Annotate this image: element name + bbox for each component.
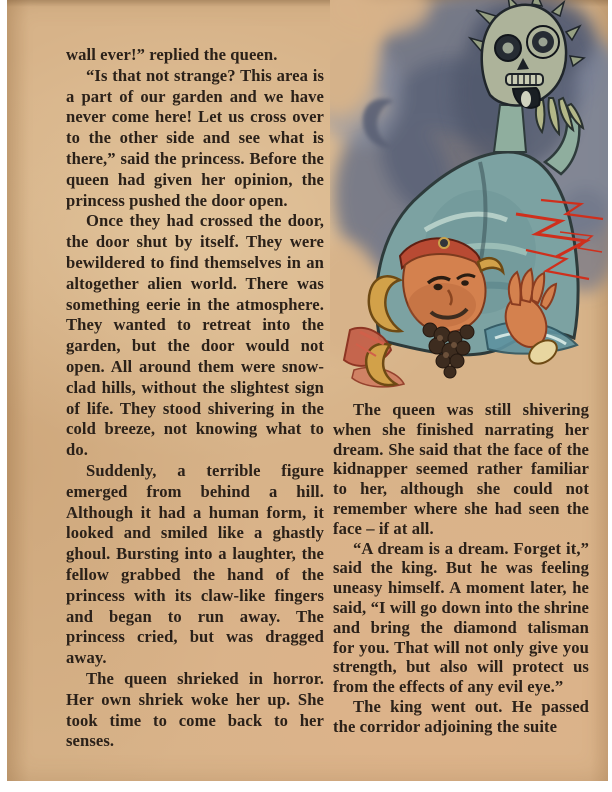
paragraph: “Is that not strange? This area is a part of our garden and we have never come here! Let us cross over to the other side and see what is there,” said the princess. Before the queen had given her opinion, the princess pushed the door open. [66, 65, 324, 210]
left-text-column [66, 45, 324, 752]
illustration-canvas [330, 0, 608, 403]
paragraph: The queen shrieked in horror. Her own shriek woke her up. She took time to come back to her senses. [66, 668, 324, 751]
paragraph: “A dream is a dream. Forget it,” said the king. But he was feeling uneasy himself. A moment later, he said, “I will go down into the shrine and bring the diamond talisman for you. That will not only give you strength, but also will protect us from the effects of any evil eye.” [333, 538, 589, 697]
turban-jewel [439, 238, 449, 248]
right-text-column [333, 400, 589, 737]
paragraph: Suddenly, a terrible figure emerged from behind a hill. Although it had a human form, it looked and smiled like a ghastly ghoul. Bursting into a laughter, the fellow grabbed the hand of the princess with its claw-like fingers and began to run away. The princess cried, but was dragged away. [66, 460, 324, 668]
story-illustration [330, 0, 608, 403]
paragraph: Once they had crossed the door, the door shut by itself. They were bewildered to find themselves in an altogether alien world. There was something eerie in the atmosphere. They wanted to retreat into the garden, but the door would not open. All around them were snow-clad hills, without the slightest sign of life. They stood shivering in the cold breeze, not knowing what to do. [66, 211, 324, 460]
paragraph: wall ever!” replied the queen. [66, 45, 278, 64]
paragraph: The king went out. He passed the corridor adjoining the suite [333, 696, 589, 736]
paragraph: The queen was still shivering when she finished narrating her dream. She said that the face of the kidnapper seemed rather familiar to her, although she could not remember where she had seen the face – if at all. [333, 400, 589, 538]
